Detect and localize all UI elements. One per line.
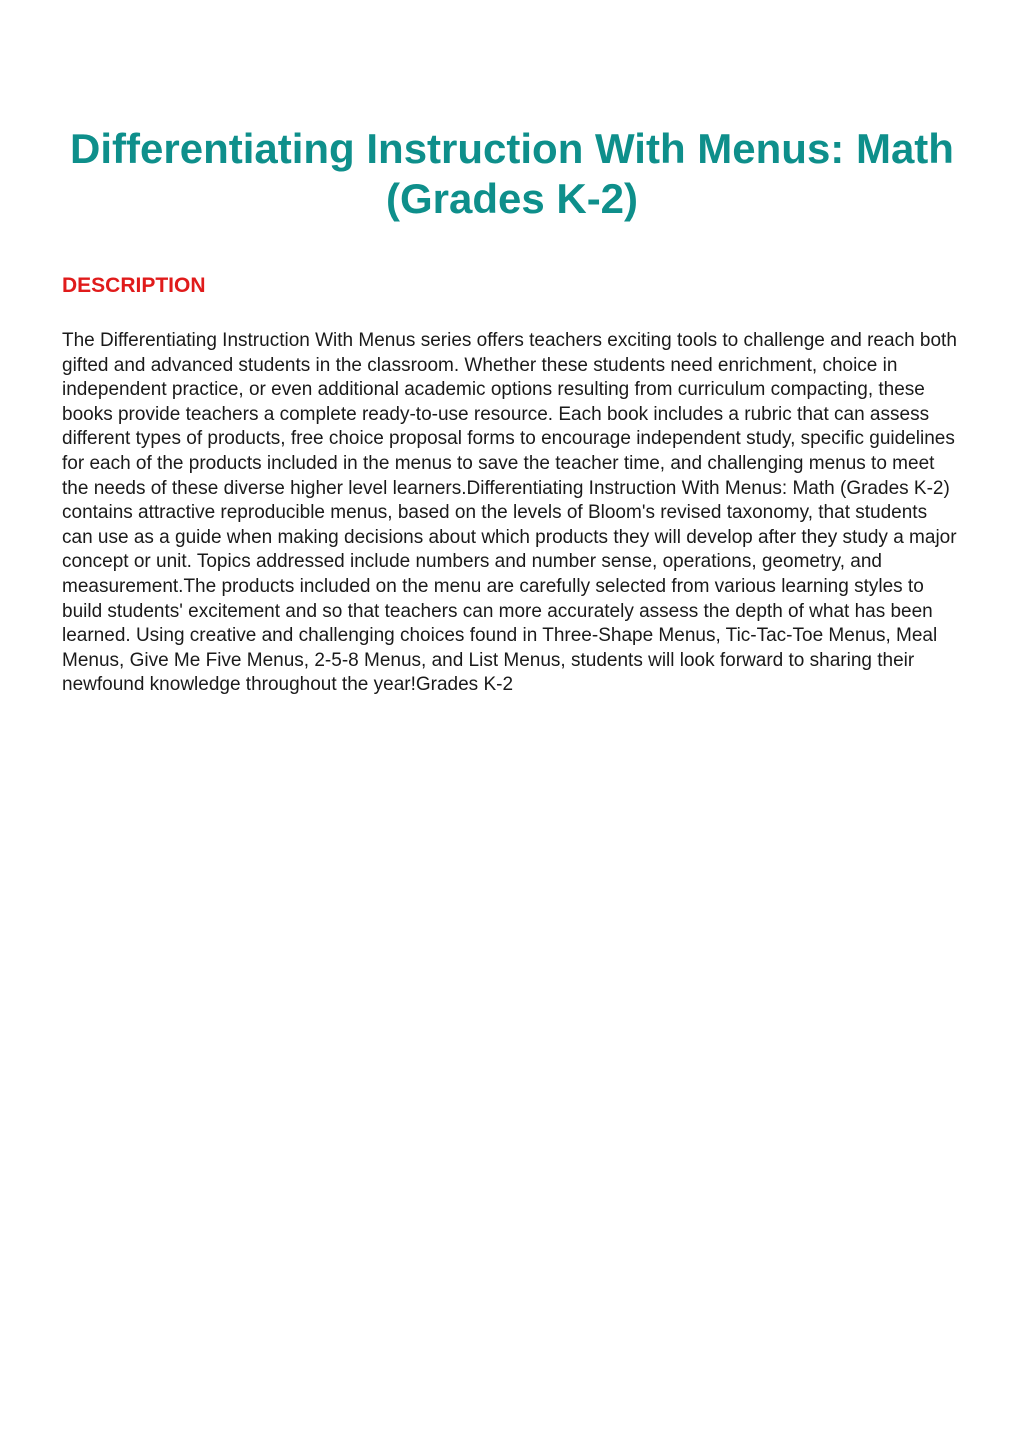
page-title: Differentiating Instruction With Menus: Math (Grades K-2): [70, 125, 954, 222]
description-heading: DESCRIPTION: [62, 274, 206, 297]
description-text: The Differentiating Instruction With Menus series offers teachers exciting tools to challenge and reach both gifted and advanced students in the classroom. Whether these students need enrichment, choice in independent practice, or even additional academic options resulting from curriculum compacting, these books provide teachers a complete ready-to-use resource. Each book includes a rubric that can assess different types of products, free choice proposal forms to encourage independent study, specific guidelines for each of the products included in the menus to save the teacher time, and challenging menus to meet the needs of these diverse higher level learners.Differentiating Instruction With Menus: Math (Grades K-2) contains attractive reproducible menus, based on the levels of Bloom's revised taxonomy, that students can use as a guide when making decisions about which products they will develop after they study a major concept or unit. Topics addressed include numbers and number sense, operations, geometry, and measurement.The products included on the menu are carefully selected from various learning styles to build students' excitement and so that teachers can more accurately assess the depth of what has been learned. Using creative and challenging choices found in Three-Shape Menus, Tic-Tac-Toe Menus, Meal Menus, Give Me Five Menus, 2-5-8 Menus, and List Menus, students will look forward to sharing their newfound knowledge throughout the year!Grades K-2: [62, 330, 957, 696]
